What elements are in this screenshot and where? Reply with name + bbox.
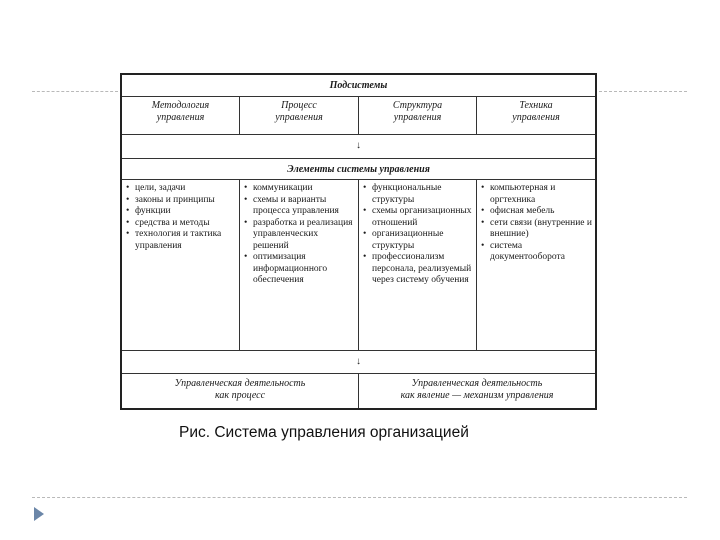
- activity-phenomenon: [359, 374, 595, 408]
- activity-label: как процесс: [214, 390, 266, 401]
- list-item: • офисная мебель: [481, 206, 592, 218]
- list-item: • компьютерная и оргтехника: [481, 183, 592, 206]
- list-item: • законы и принципы: [126, 195, 236, 207]
- top-right-rule: [599, 91, 687, 92]
- list-item: • функции: [126, 206, 236, 218]
- subsystem-technique: [477, 97, 595, 134]
- activity-label: как явление — механизм управления: [400, 390, 554, 401]
- subsystem-label: управления: [275, 112, 323, 123]
- list-item: • схемы и варианты процесса управления: [244, 195, 355, 218]
- subsystem-label: управления: [156, 112, 205, 123]
- down-arrow-icon: ↓: [356, 140, 361, 151]
- subsystem-label: Процесс: [281, 100, 317, 111]
- subsystem-label: Техника: [519, 100, 553, 111]
- bottom-rule: [32, 497, 687, 498]
- list-item: • коммуникации: [244, 183, 355, 195]
- figure-caption: Рис. Система управления организацией: [179, 424, 469, 441]
- list-item: • схемы организационных отношений: [363, 206, 473, 229]
- list-item: • система документооборота: [481, 241, 592, 264]
- elements-row: [122, 180, 595, 351]
- subsystem-label: управления: [512, 112, 560, 123]
- subsystems-title: Подсистемы: [329, 80, 388, 91]
- subsystem-label: управления: [393, 112, 442, 123]
- list-item: • технология и тактика управления: [126, 229, 236, 252]
- subsystems-row: [122, 97, 595, 135]
- elements-header: [122, 159, 595, 180]
- elements-title: Элементы системы управления: [287, 164, 430, 175]
- activity-row: [122, 374, 595, 408]
- elements-process: [240, 180, 359, 350]
- subsystems-header: [122, 75, 595, 97]
- list-item: • разработка и реализация управленческих решений: [244, 218, 355, 253]
- list-item: • цели, задачи: [126, 183, 236, 195]
- list-item: • функциональные структуры: [363, 183, 473, 206]
- activity-process: [122, 374, 359, 408]
- activity-label: Управленческая деятельность: [174, 378, 306, 389]
- list-item: • оптимизация информационного обеспечения: [244, 252, 355, 287]
- elements-technique: [477, 180, 595, 350]
- subsystem-process: [240, 97, 359, 134]
- arrow-row-1: [122, 135, 595, 159]
- elements-structure: [359, 180, 477, 350]
- elements-methodology: [122, 180, 240, 350]
- subsystem-label: Структура: [392, 100, 443, 111]
- activity-label: Управленческая деятельность: [411, 378, 543, 389]
- list-item: • сети связи (внутренние и внешние): [481, 218, 592, 241]
- list-item: • профессионализм персонала, реализуемый через систему обучения: [363, 252, 473, 287]
- top-left-rule: [32, 91, 118, 92]
- triangle-right-icon[interactable]: [34, 507, 44, 521]
- system-diagram: [120, 73, 597, 410]
- down-arrow-icon: ↓: [356, 356, 361, 367]
- list-item: • организационные структуры: [363, 229, 473, 252]
- list-item: • средства и методы: [126, 218, 236, 230]
- subsystem-label: Методология: [151, 100, 210, 111]
- subsystem-methodology: [122, 97, 240, 134]
- arrow-row-2: [122, 351, 595, 374]
- subsystem-structure: [359, 97, 477, 134]
